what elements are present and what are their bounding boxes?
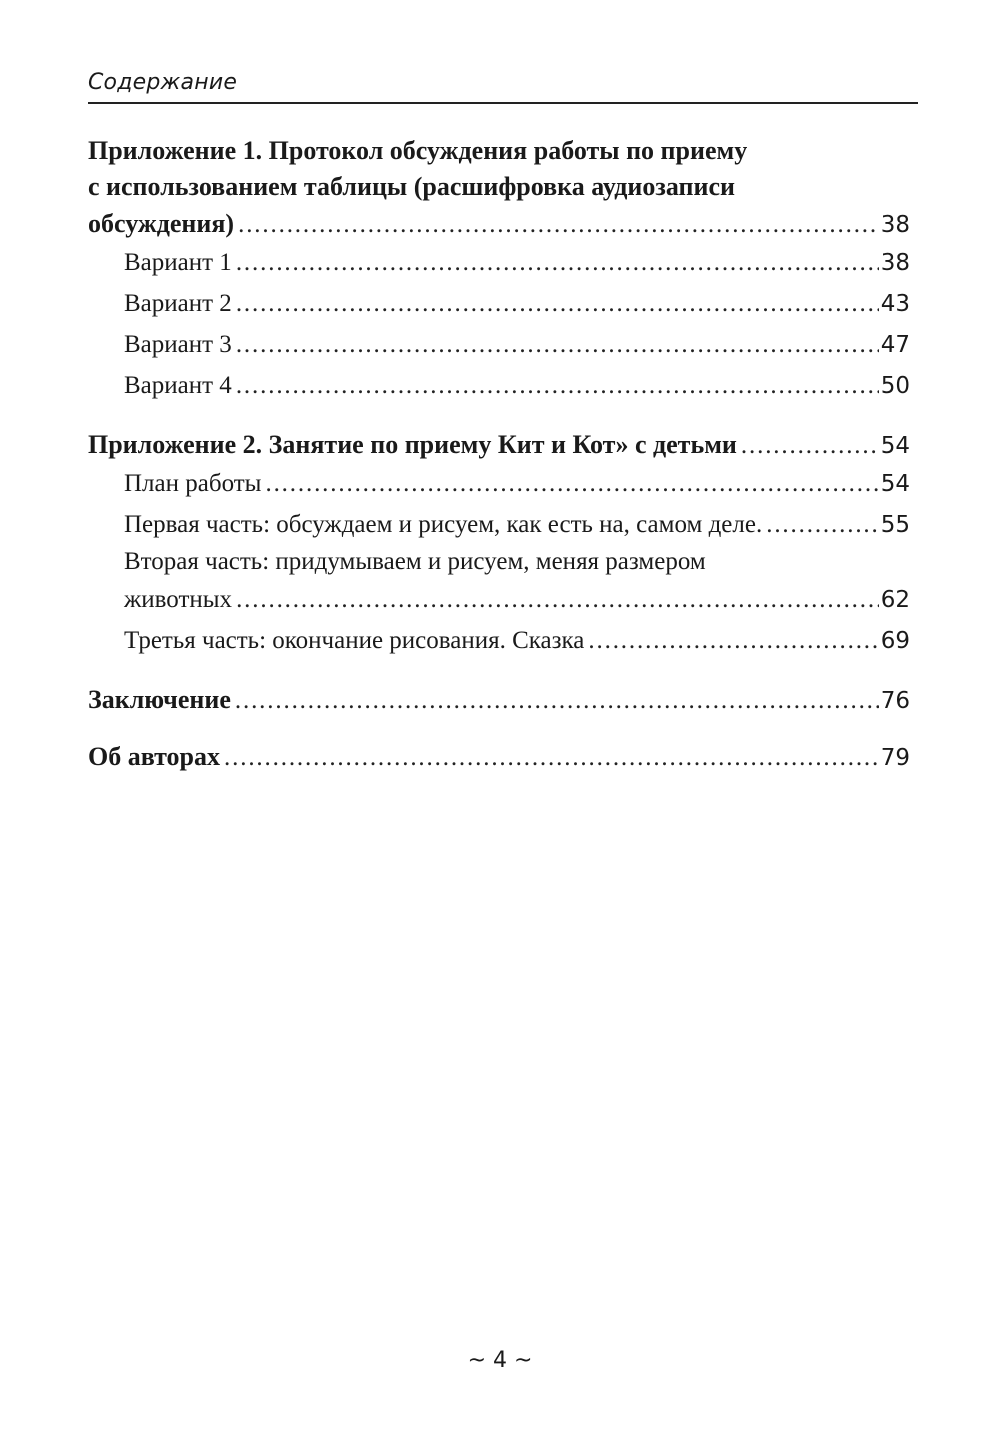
toc-entry-appendix-1-title-end: обсуждения) [88, 209, 235, 238]
toc-page-number: 38 [880, 212, 910, 238]
toc-page-number: 69 [880, 628, 910, 654]
toc-entry-label: План работы [124, 470, 262, 497]
dot-leader [236, 365, 879, 406]
toc-page-number: 76 [880, 688, 910, 714]
toc-entry-label: Третья часть: окончание рисования. Сказка [124, 627, 585, 654]
header-rule [88, 102, 918, 104]
dot-leader [588, 620, 878, 661]
toc-entry-part-2-line-1[interactable]: Вторая часть: придумываем и рисуем, меняя размером [124, 548, 706, 575]
toc-entry-label: Первая часть: обсуждаем и рисуем, как есть на, самом деле. [124, 511, 763, 538]
toc-page-number: 79 [880, 745, 910, 771]
toc-entry-part-1[interactable] [88, 504, 910, 545]
toc-page-number: 54 [880, 433, 910, 459]
toc-entry-appendix-1-line-2[interactable]: с использованием таблицы (расшифровка аудиозаписи [88, 172, 736, 201]
toc-page-number: 43 [880, 291, 910, 317]
dot-leader [236, 324, 879, 365]
toc-page-number: 47 [880, 332, 910, 358]
toc-entry-authors-title: Об авторах [88, 742, 221, 771]
toc-page-number: 62 [880, 587, 910, 613]
toc-entry-appendix-2[interactable] [88, 426, 910, 463]
toc-entry-part-2-line-2[interactable] [88, 579, 910, 620]
toc-entry-conclusion[interactable] [88, 681, 910, 718]
toc-entry-appendix-1-line-1[interactable]: Приложение 1. Протокол обсуждения работы по приему [88, 136, 748, 165]
toc-entry-conclusion-title: Заключение [88, 685, 231, 714]
dot-leader [238, 206, 879, 243]
toc-entry-label: Вариант 3 [124, 331, 232, 358]
toc-section-appendix-1 [88, 133, 910, 406]
dot-leader [235, 682, 879, 719]
toc-page-number: 54 [880, 471, 910, 497]
toc-page-number: 38 [880, 250, 910, 276]
toc-entry-variant-1[interactable] [88, 242, 910, 283]
toc-entry-label: животных [124, 586, 233, 613]
toc-entry-label: Вариант 1 [124, 249, 232, 276]
toc-section-appendix-2 [88, 426, 910, 661]
dot-leader [224, 739, 879, 776]
toc-entry-part-3[interactable] [88, 620, 910, 661]
toc-entry-variant-2[interactable] [88, 283, 910, 324]
toc-entry-appendix-2-title: Приложение 2. Занятие по приему Кит и Кот» с детьми [88, 430, 737, 459]
toc-entry-variant-4[interactable] [88, 365, 910, 406]
page-number: ~ 4 ~ [467, 1348, 533, 1373]
dot-leader [766, 504, 879, 545]
toc-section-conclusion [88, 681, 910, 718]
toc-entry-label: Вариант 2 [124, 290, 232, 317]
dot-leader [236, 242, 879, 283]
toc-section-authors [88, 738, 910, 775]
dot-leader [236, 579, 879, 620]
table-of-contents [88, 133, 910, 795]
dot-leader [265, 463, 878, 504]
toc-entry-work-plan[interactable] [88, 463, 910, 504]
toc-entry-appendix-1-line-3[interactable] [88, 205, 910, 242]
toc-entry-variant-3[interactable] [88, 324, 910, 365]
running-head-title: Содержание [88, 70, 238, 95]
toc-page-number: 55 [880, 512, 910, 538]
toc-page-number: 50 [880, 373, 910, 399]
dot-leader [236, 283, 879, 324]
dot-leader [741, 427, 879, 464]
toc-entry-authors[interactable] [88, 738, 910, 775]
toc-entry-label: Вариант 4 [124, 372, 232, 399]
